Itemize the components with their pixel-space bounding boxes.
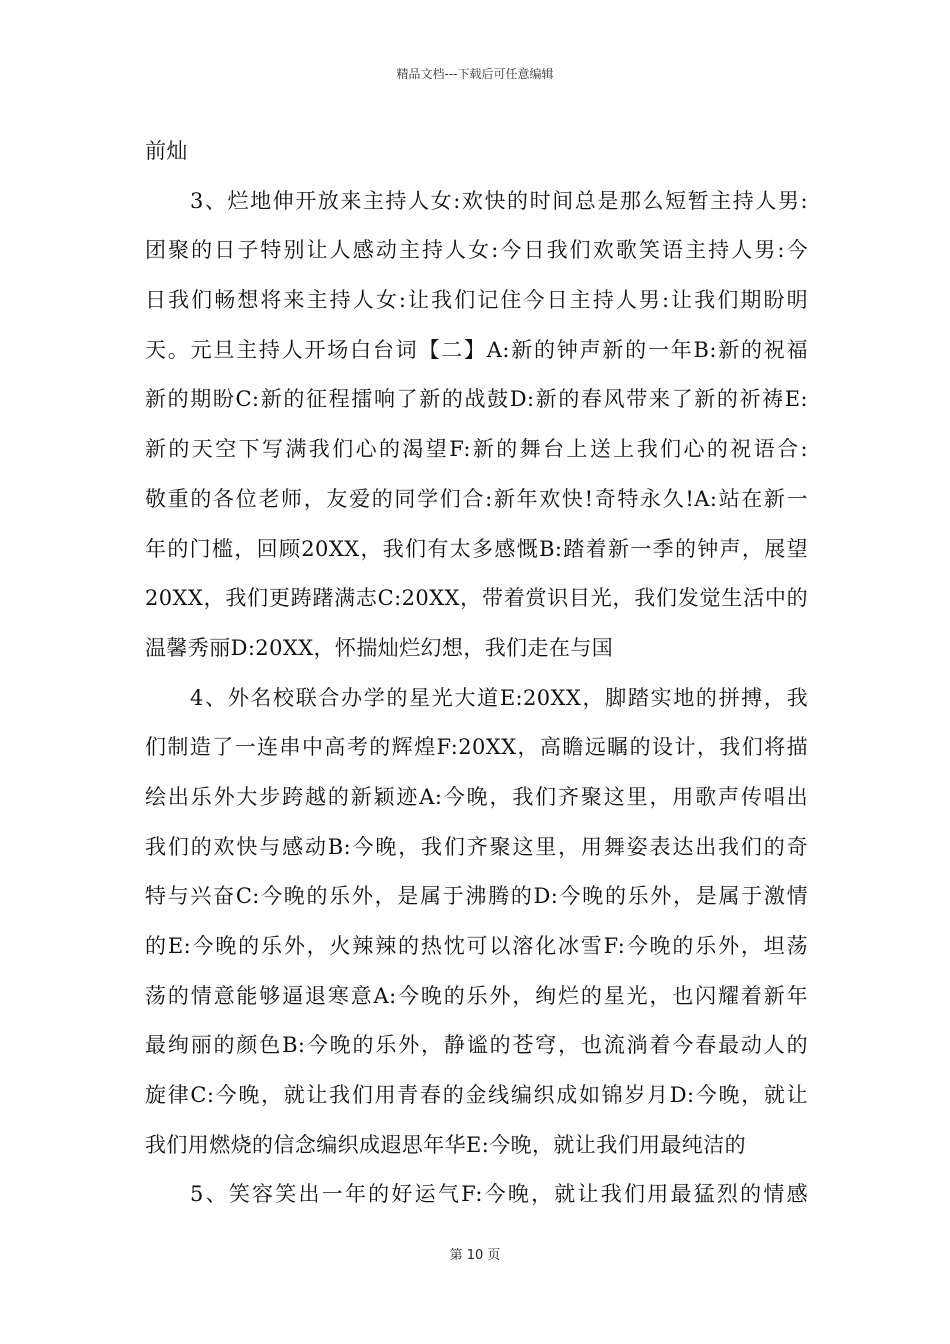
text-line: 敬重的各位老师，友爱的同学们合:新年欢快!奇特永久!A:站在新一 [145, 486, 808, 511]
text-line: 们制造了一连串中高考的辉煌F:20XX，高瞻远瞩的设计，我们将描 [145, 735, 808, 760]
page-number: 第 10 页 [449, 1248, 501, 1263]
text-line: 5、笑容笑出一年的好运气F:今晚，就让我们用最猛烈的情感 [190, 1182, 808, 1207]
page-header: 精品文档---下载后可任意编辑 [396, 67, 554, 81]
text-line: 最绚丽的颜色B:今晚的乐外，静谧的苍穹，也流淌着今春最动人的 [145, 1033, 808, 1058]
text-line: 的E:今晚的乐外，火辣辣的热忱可以溶化冰雪F:今晚的乐外，坦荡 [145, 934, 808, 958]
text-line: 绘出乐外大步跨越的新颖迹A:今晚，我们齐聚这里，用歌声传唱出 [145, 784, 808, 809]
text-line: 4、外名校联合办学的星光大道E:20XX，脚踏实地的拼搏，我 [190, 685, 808, 710]
document-body [145, 127, 808, 1220]
text-line: 团聚的日子特别让人感动主持人女:今日我们欢歌笑语主持人男:今 [145, 238, 808, 263]
text-line: 我们用燃烧的信念编织成遐思年华E:今晚，就让我们用最纯洁的 [145, 1132, 747, 1157]
text-line: 新的期盼C:新的征程擂响了新的战鼓D:新的春风带来了新的祈祷E: [145, 387, 808, 412]
text-line: 温馨秀丽D:20XX，怀揣灿烂幻想，我们走在与国 [145, 635, 614, 660]
text-line: 前灿 [145, 139, 188, 163]
text-line: 20XX，我们更踌躇满志C:20XX，带着赏识目光，我们发觉生活中的 [145, 586, 808, 611]
text-line: 年的门槛，回顾20XX，我们有太多感慨B:踏着新一季的钟声，展望 [145, 536, 808, 561]
text-line: 天。元旦主持人开场白台词【二】A:新的钟声新的一年B:新的祝福 [145, 337, 808, 362]
text-line: 我们的欢快与感动B:今晚，我们齐聚这里，用舞姿表达出我们的奇 [145, 834, 808, 859]
text-line: 3、烂地伸开放来主持人女:欢快的时间总是那么短暂主持人男: [190, 188, 808, 213]
text-line: 旋律C:今晚，就让我们用青春的金线编织成如锦岁月D:今晚，就让 [145, 1083, 808, 1108]
text-line: 日我们畅想将来主持人女:让我们记住今日主持人男:让我们期盼明 [145, 288, 808, 313]
text-line: 特与兴奋C:今晚的乐外，是属于沸腾的D:今晚的乐外，是属于激情 [145, 884, 808, 909]
text-line: 新的天空下写满我们心的渴望F:新的舞台上送上我们心的祝语合: [145, 437, 808, 462]
text-line: 荡的情意能够逼退寒意A:今晚的乐外，绚烂的星光，也闪耀着新年 [145, 983, 808, 1008]
